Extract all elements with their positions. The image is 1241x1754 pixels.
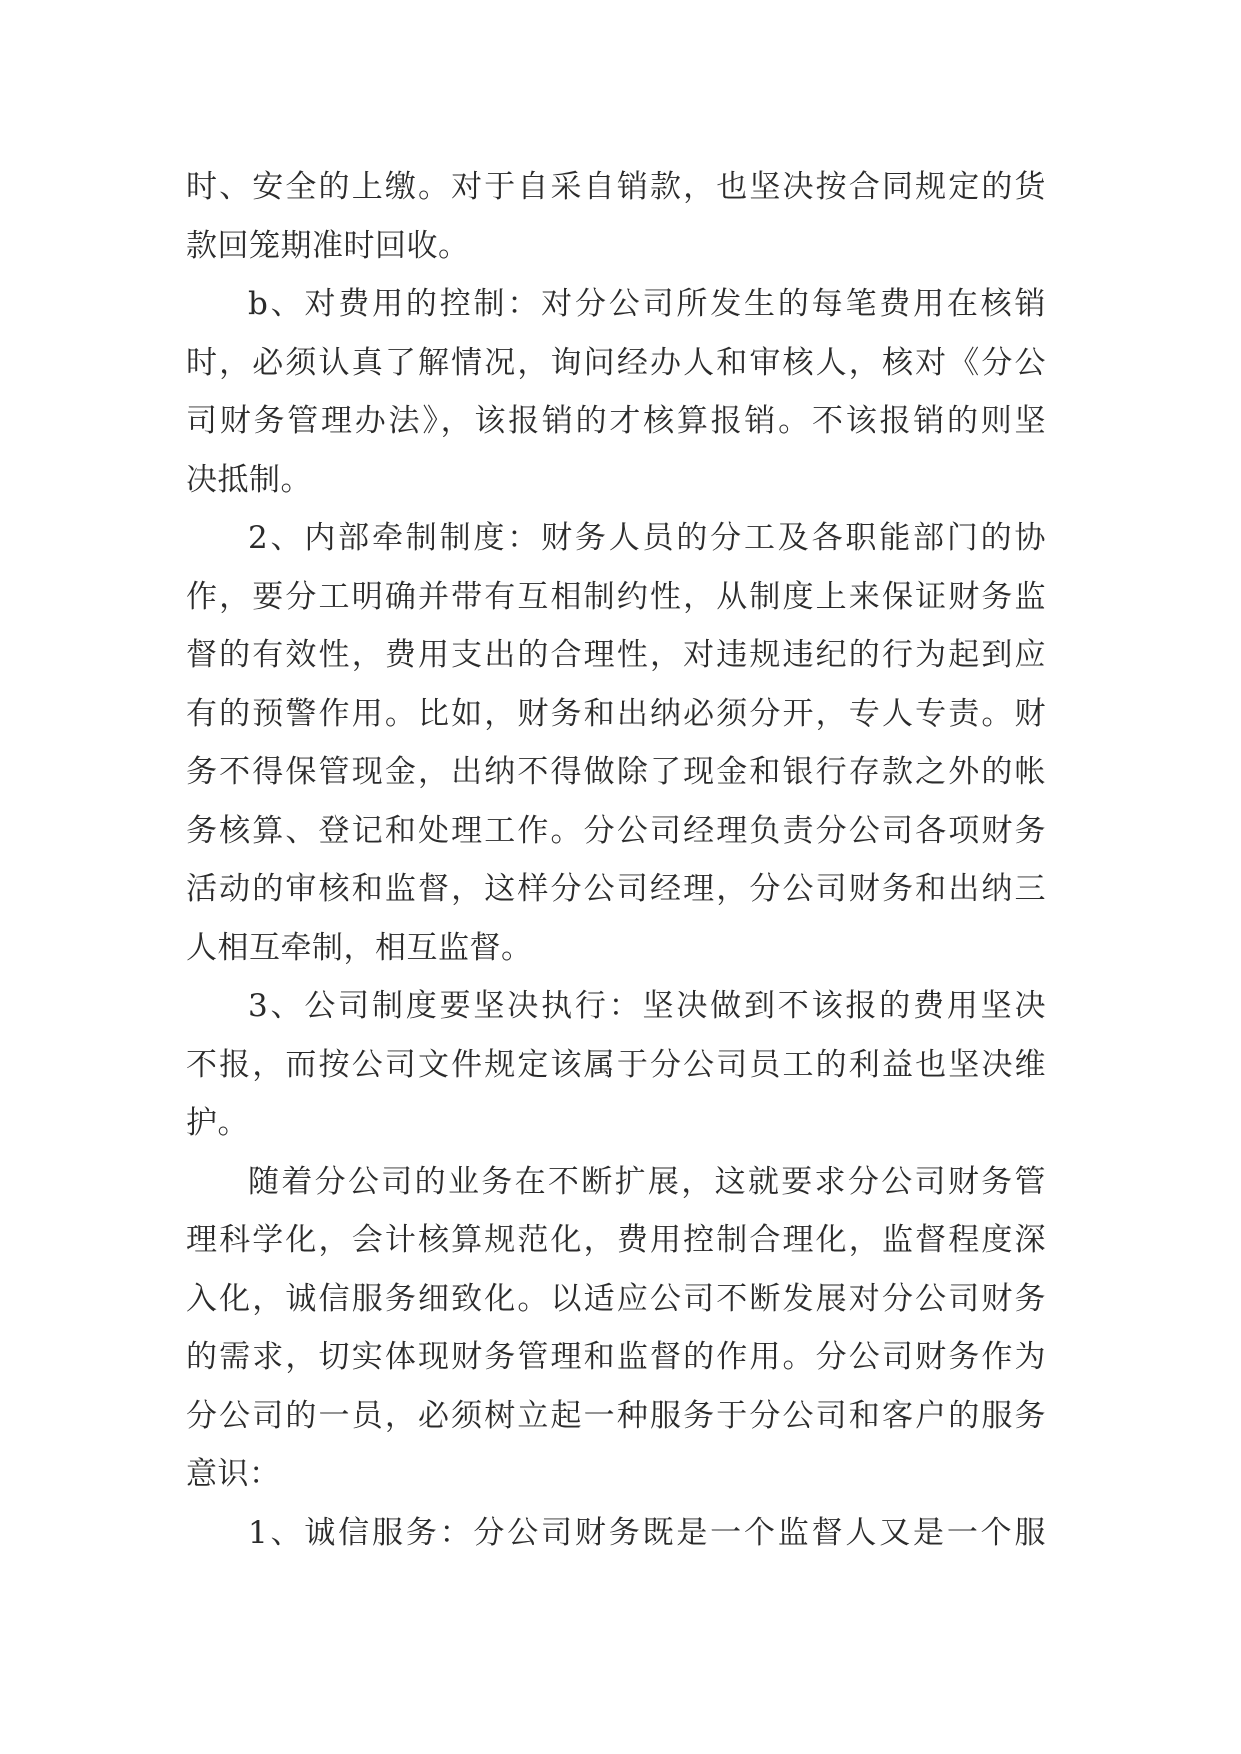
text-line: 3、公司制度要坚决执行：坚决做到不该报的费用坚决 (248, 988, 1046, 1024)
text-line: 理科学化，会计核算规范化，费用控制合理化，监督程度深 (186, 1222, 1046, 1258)
text-line: 活动的审核和监督，这样分公司经理，分公司财务和出纳三 (186, 871, 1046, 907)
text-line: 不报，而按公司文件规定该属于分公司员工的利益也坚决维 (186, 1046, 1046, 1083)
text-line: 款回笼期准时回收。 (186, 227, 470, 264)
text-line: 入化，诚信服务细致化。以适应公司不断发展对分公司财务 (186, 1280, 1046, 1317)
text-line: 督的有效性，费用支出的合理性，对违规违纪的行为起到应 (186, 637, 1046, 673)
text-line: 分公司的一员，必须树立起一种服务于分公司和客户的服务 (186, 1397, 1046, 1434)
text-line: 的需求，切实体现财务管理和监督的作用。分公司财务作为 (186, 1339, 1046, 1375)
text-line: 务不得保管现金，出纳不得做除了现金和银行存款之外的帐 (186, 754, 1046, 790)
text-line: 有的预警作用。比如，财务和出纳必须分开，专人专责。财 (186, 695, 1046, 732)
text-line: 人相互牵制，相互监督。 (186, 929, 533, 966)
text-line: 2、内部牵制制度：财务人员的分工及各职能部门的协 (248, 520, 1046, 556)
text-line: 务核算、登记和处理工作。分公司经理负责分公司各项财务 (186, 812, 1046, 849)
text-line: 1、诚信服务：分公司财务既是一个监督人又是一个服 (248, 1514, 1046, 1551)
text-line: 时，必须认真了解情况，询问经办人和审核人，核对《分公 (186, 344, 1046, 381)
text-line: 意识： (186, 1456, 281, 1492)
document-body (186, 158, 1046, 1562)
text-line: 司财务管理办法》，该报销的才核算报销。不该报销的则坚 (186, 403, 1046, 439)
text-line: 决抵制。 (186, 461, 312, 498)
text-line: 时、安全的上缴。对于自采自销款，也坚决按合同规定的货 (186, 169, 1046, 205)
text-line: 护。 (186, 1105, 249, 1141)
text-line: 随着分公司的业务在不断扩展，这就要求分公司财务管 (248, 1163, 1046, 1200)
text-line: 作，要分工明确并带有互相制约性，从制度上来保证财务监 (186, 578, 1046, 615)
text-line: b、对费用的控制：对分公司所发生的每笔费用在核销 (248, 286, 1046, 322)
